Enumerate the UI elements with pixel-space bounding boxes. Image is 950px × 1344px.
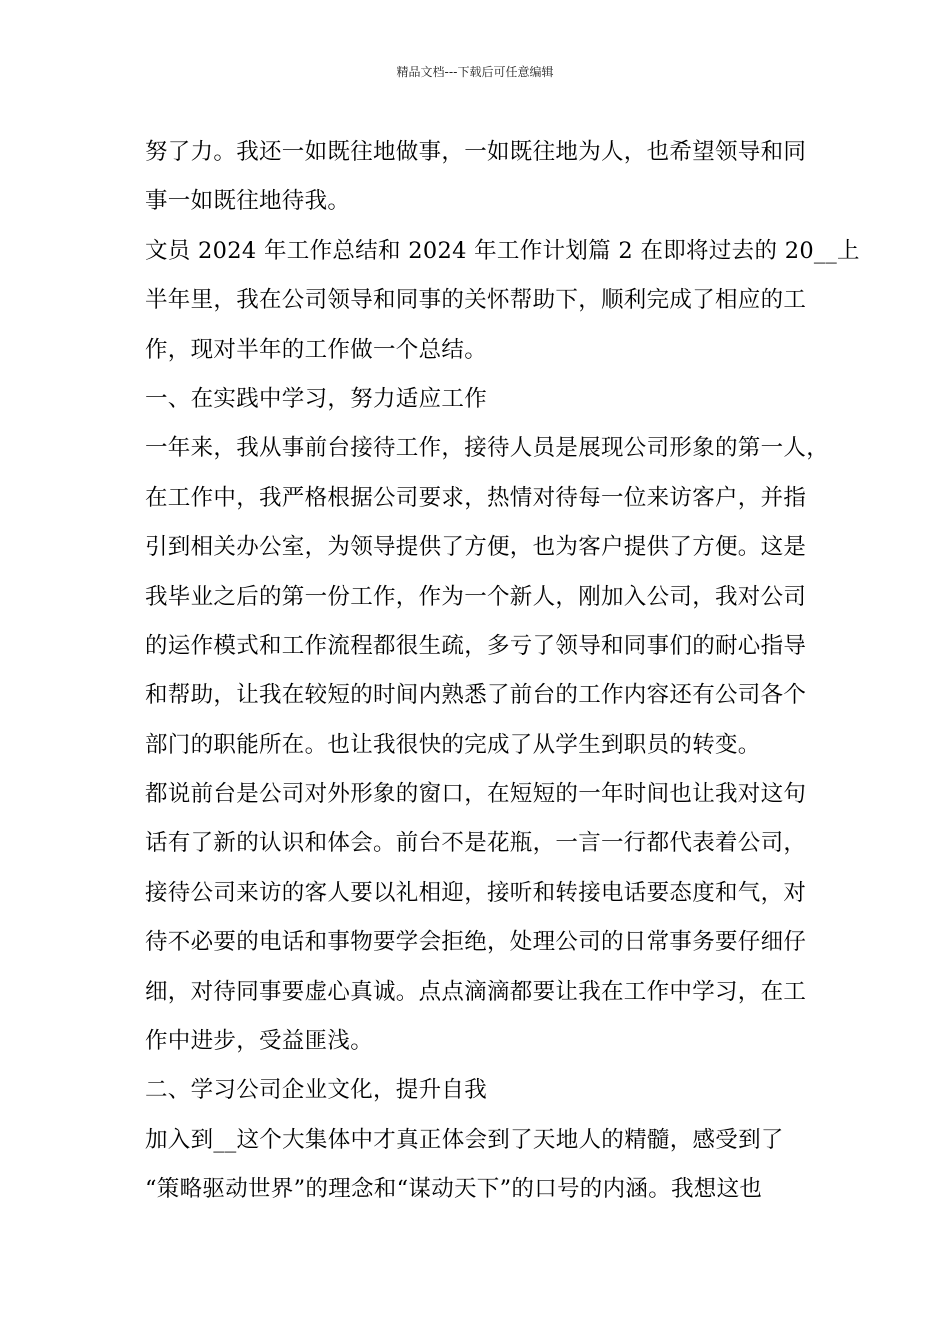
text-line: 在工作中，我严格根据公司要求，热情对待每一位来访客户，并指 (145, 484, 807, 511)
text-line: 引到相关办公室，为领导提供了方便，也为客户提供了方便。这是 (145, 534, 807, 561)
section-heading-1: 一、在实践中学习，努力适应工作 (145, 385, 488, 412)
text-line: 接待公司来访的客人要以礼相迎，接听和转接电话要态度和气，对 (145, 879, 807, 906)
text-line: 半年里，我在公司领导和同事的关怀帮助下，顺利完成了相应的工 (145, 287, 807, 314)
text-line: 努了力。我还一如既往地做事，一如既往地为人，也希望领导和同 (145, 139, 807, 165)
text-line: 都说前台是公司对外形象的窗口，在短短的一年时间也让我对这句 (145, 781, 807, 808)
text-line: 和帮助，让我在较短的时间内熟悉了前台的工作内容还有公司各个 (145, 682, 807, 709)
document-body (145, 128, 860, 1215)
text-line: 待不必要的电话和事物要学会拒绝，处理公司的日常事务要仔细仔 (145, 929, 807, 956)
text-line: 部门的职能所在。也让我很快的完成了从学生到职员的转变。 (145, 731, 761, 758)
text-line: “策略驱动世界”的理念和“谋动天下”的口号的内涵。我想这也 (145, 1176, 763, 1203)
text-line: 事一如既往地待我。 (145, 188, 351, 215)
text-line: 一年来，我从事前台接待工作，接待人员是展现公司形象的第一人， (145, 435, 830, 462)
section-heading-2: 二、学习公司企业文化，提升自我 (145, 1077, 488, 1104)
text-line: 我毕业之后的第一份工作，作为一个新人，刚加入公司，我对公司 (145, 583, 807, 610)
text-line: 作中进步，受益匪浅。 (145, 1028, 374, 1055)
text-line: 文员 2024 年工作总结和 2024 年工作计划篇 2 在即将过去的 20__上 (145, 237, 860, 264)
text-line: 加入到__这个大集体中才真正体会到了天地人的精髓，感受到了 (145, 1126, 784, 1153)
text-line: 作，现对半年的工作做一个总结。 (145, 336, 488, 363)
page-header: 精品文档---下载后可任意编辑 (396, 65, 554, 79)
text-line: 的运作模式和工作流程都很生疏，多亏了领导和同事们的耐心指导 (145, 632, 807, 659)
text-line: 话有了新的认识和体会。前台不是花瓶，一言一行都代表着公司， (145, 830, 807, 857)
text-line: 细，对待同事要虚心真诚。点点滴滴都要让我在工作中学习，在工 (145, 978, 807, 1005)
